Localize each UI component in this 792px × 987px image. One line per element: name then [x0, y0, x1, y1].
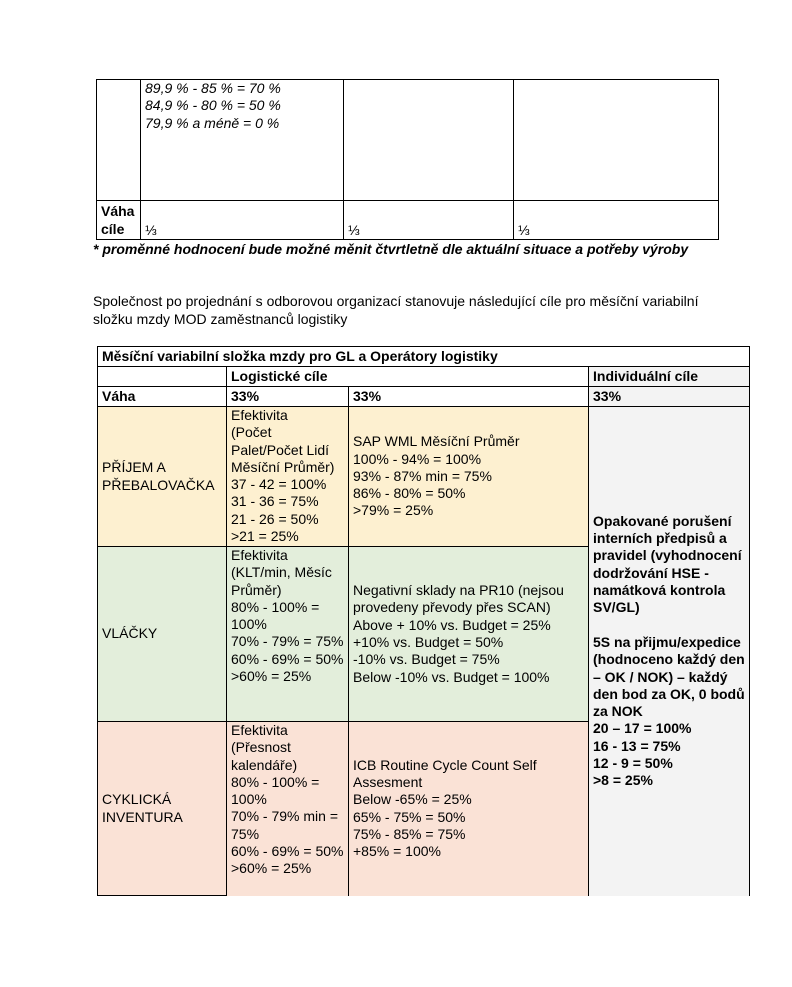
weight-value: 33% [589, 387, 750, 407]
area-name: VLÁČKY [98, 547, 227, 722]
logistic-goals-header: Logistické cíle [227, 367, 589, 387]
area-name: PŘÍJEM A PŘEBALOVAČKA [98, 407, 227, 547]
group-header-row [98, 367, 750, 387]
individual-goals-header: Individuální cíle [589, 367, 750, 387]
table-title-row [98, 347, 750, 367]
empty-header-cell [98, 367, 227, 387]
empty-cell [344, 80, 514, 201]
table-row [98, 407, 750, 547]
weight-value: ⅓ [344, 201, 514, 240]
weight-value: ⅓ [141, 201, 344, 240]
weight-value: 33% [227, 387, 349, 407]
intro-paragraph: Společnost po projednání s odborovou organizací stanovuje následující cíle pro měsíční variabilní složku mzdy MOD zaměstnanců logistiky [93, 293, 699, 327]
empty-cell [97, 80, 141, 201]
empty-cell [514, 80, 719, 201]
goal-efficiency: Efektivita (KLT/min, Měsíc Průměr) 80% - 100% = 100% 70% - 79% = 75% 60% - 69% = 50% >60% = 25% [227, 547, 349, 722]
goal-second: ICB Routine Cycle Count Self Assesment Below -65% = 25% 65% - 75% = 50% 75% - 85% = 75% +85% = 100% [349, 722, 589, 896]
score-weight-table [96, 79, 719, 240]
weight-value: ⅓ [514, 201, 719, 240]
score-cell [141, 80, 344, 201]
goal-efficiency: Efektivita (Počet Palet/Počet Lidí Měsíční Průměr) 37 - 42 = 100% 31 - 36 = 75% 21 - 26 = 50% >21 = 25% [227, 407, 349, 547]
score-line: 89,9 % - 85 % = 70 % [145, 80, 281, 96]
score-line: 84,9 % - 80 % = 50 % [145, 97, 281, 114]
goal-second: Negativní sklady na PR10 (nejsou provedeny převody přes SCAN) Above + 10% vs. Budget = 25% +10% vs. Budget = 50% -10% vs. Budget = 75% Below -10% vs. Budget = 100% [349, 547, 589, 722]
individual-goals-text: Opakované porušení interních předpisů a pravidel (vyhodnocení dodržování HSE - namátková kontrola SV/GL) 5S na přijmu/expedice (hodnoceno každý den – OK / NOK) – každý den bod za OK, 0 bodů za NOK 20 – 17 = 100% 16 - 13 = 75% 12 - 9 = 50% >8 = 25% [589, 407, 750, 896]
weight-value: 33% [349, 387, 589, 407]
table-title: Měsíční variabilní složka mzdy pro GL a Operátory logistiky [98, 347, 750, 367]
score-line: 79,9 % a méně = 0 % [145, 114, 280, 131]
weight-row [97, 201, 719, 240]
weight-label: Váha [98, 387, 227, 407]
goal-second: SAP WML Měsíční Průměr 100% - 94% = 100% 93% - 87% min = 75% 86% - 80% = 50% >79% = 25% [349, 407, 589, 547]
score-row [97, 80, 719, 201]
weight-label: Váha cíle [97, 201, 141, 240]
goal-efficiency: Efektivita (Přesnost kalendáře) 80% - 100% = 100% 70% - 79% min = 75% 60% - 69% = 50% >60% = 25% [227, 722, 349, 896]
variable-evaluation-note: * proměnné hodnocení bude možné měnit čtvrtletně dle aktuální situace a potřeby výroby [93, 241, 689, 257]
area-name: CYKLICKÁ INVENTURA [98, 722, 227, 896]
monthly-variable-pay-table [97, 346, 750, 896]
weight-header-row [98, 387, 750, 407]
